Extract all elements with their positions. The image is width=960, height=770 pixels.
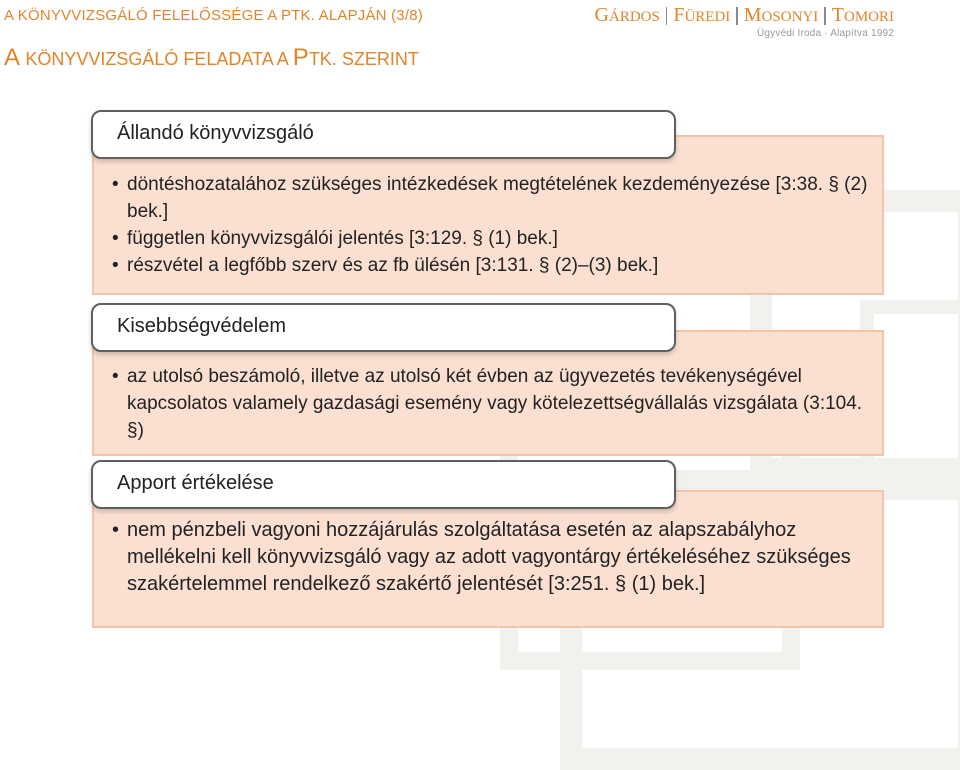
section-title-box: Állandó könyvvizsgáló (91, 110, 676, 159)
title-part: TK. SZERINT (308, 49, 419, 69)
logo-name: MOSONYI (743, 4, 819, 26)
list-item: • nem pénzbeli vagyoni hozzájárulás szolgáltatása esetén az alapszabályhoz mellékelni kell könyvvizsgáló vagy az adott vagyontárgy értékeléséhez szükséges szakértelemmel rendelkező szakértő jelentését [3:251. § (1) bek.] (112, 517, 872, 598)
bullet-list (112, 517, 872, 598)
bullet-list (112, 363, 872, 444)
logo-separator (736, 7, 738, 25)
logo-names (595, 4, 894, 27)
logo-name: FÜREDI (673, 4, 731, 26)
section-title-box: Apport értékelése (91, 460, 676, 509)
bullet-list (112, 171, 872, 279)
section-title-box: Kisebbségvédelem (91, 303, 676, 352)
title-part: P (292, 44, 309, 71)
slide-header-title: A KÖNYVVIZSGÁLÓ FELELŐSSÉGE A PTK. ALAPJÁN (3/8) (4, 7, 423, 24)
list-item: • független könyvvizsgálói jelentés [3:129. § (1) bek.] (112, 225, 872, 252)
logo-name: TOMORI (831, 4, 894, 26)
list-item: • részvétel a legfőbb szerv és az fb ülésén [3:131. § (2)–(3) bek.] (112, 252, 872, 279)
logo-tagline: Ügyvédi Iroda · Alapítva 1992 (757, 28, 894, 39)
logo-name: GÁRDOS (594, 4, 660, 26)
firm-logo (595, 4, 894, 39)
slide-main-title (4, 44, 419, 72)
logo-separator (824, 7, 826, 25)
logo-separator (666, 7, 668, 25)
list-item: • döntéshozatalához szükséges intézkedések megtételének kezdeményezése [3:38. § (2) bek.] (112, 171, 872, 225)
title-part: A (4, 44, 26, 71)
list-item: • az utolsó beszámoló, illetve az utolsó két évben az ügyvezetés tevékenységével kapcsolatos valamely gazdasági esemény vagy kötelezettségvállalás vizsgálata (3:104. §) (112, 363, 872, 444)
title-part: KÖNYVVIZSGÁLÓ FELADATA A (25, 49, 293, 69)
